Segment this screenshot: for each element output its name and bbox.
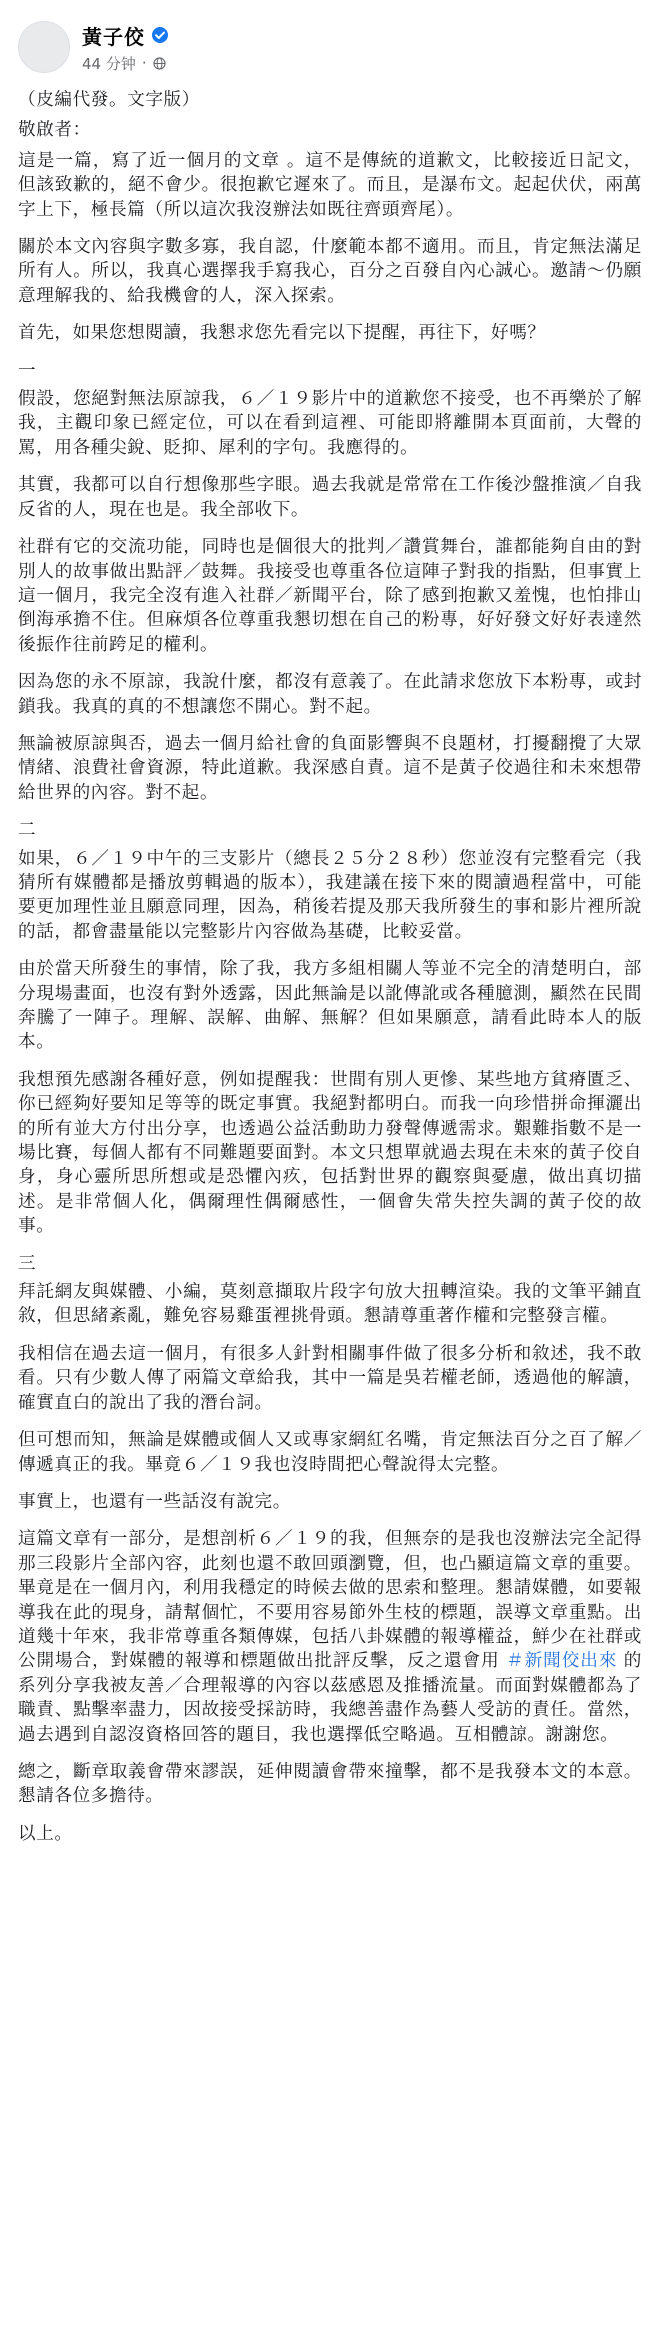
post-header [18, 16, 642, 78]
section-number: 二 [18, 820, 37, 841]
verified-badge-icon [151, 26, 169, 44]
post-paragraph: 關於本文內容與字數多寡，我自認，什麼範本都不適用。而且，肯定無法滿足所有人。所以，我真心選擇我手寫我心，百分之百發自內心誠心。邀請～仍願意理解我的、給我機會的人，深入探索。 [18, 237, 642, 306]
post-paragraph: 因為您的永不原諒，我說什麼，都沒有意義了。在此請求您放下本粉專，或封鎖我。我真的真的不想讓您不開心。對不起。 [18, 672, 642, 717]
paragraph-text: 這篇文章有一部分，是想剖析６／１９的我，但無奈的是我也沒辦法完全記得那三段影片全部內容，此刻也還不敢回頭瀏覽，但，也凸顯這篇文章的重要。畢竟是在一個月內，利用我穩定的時候去做的思索和整理。懇請媒體，如要報導我在此的現身，請幫個忙，不要用容易節外生枝的標題，誤導文章重點。出道幾十年來，我非常尊重各類傳媒，包括八卦媒體的報導權益，鮮少在社群或公開場合，對媒體的報導和標題做出批評反擊，反之還會用 [18, 1529, 642, 1672]
section-number: 一 [18, 360, 37, 381]
post-paragraph-with-hashtag [18, 1527, 642, 1747]
section-number: 三 [18, 1253, 37, 1274]
separator-dot: · [141, 54, 147, 72]
post-paragraph: 總之，斷章取義會帶來謬誤，延伸閱讀會帶來撞擊，都不是我發本文的本意。懇請各位多擔待。 [18, 1761, 642, 1807]
post-paragraph: 這是一篇，寫了近一個月的文章 。這不是傳統的道歉文，比較接近日記文，但該致歉的，絕不會少。很抱歉它遲來了。而且，是瀑布文。起起伏伏，兩萬字上下，極長篇（所以這次我沒辦法如既往齊頭齊尾）。 [18, 150, 642, 220]
post-paragraph: 假設，您絕對無法原諒我，６／１９影片中的道歉您不接受，也不再樂於了解我，主觀印象已經定位，可以在看到這裡、可能即將離開本頁面前，大聲的罵，用各種尖銳、貶抑、犀利的字句。我應得的。 [18, 389, 642, 458]
post-paragraph: 但可想而知，無論是媒體或個人又或專家網紅名嘴，肯定無法百分之百了解／傳遞真正的我。畢竟６／１９我也沒時間把心聲說得太完整。 [18, 1430, 642, 1475]
post-paragraph: 以上。 [18, 1823, 73, 1844]
post-timestamp[interactable]: 44 分钟 [82, 54, 136, 73]
avatar[interactable] [18, 21, 70, 73]
paragraph-text: 的系列分享我被友善／合理報導的內容以茲感恩及推播流量。而面對媒體都為了職責、點擊率盡力，因故接受採訪時，我總善盡作為藝人受訪的責任。當然，過去遇到自認沒資格回答的題目，我也選擇低空略過。互相體諒。謝謝您。 [18, 1651, 642, 1745]
post-paragraph: 拜託網友與媒體、小編，莫刻意擷取片段字句放大扭轉渲染。我的文筆平鋪直敘，但思緒紊亂，難免容易雞蛋裡挑骨頭。懇請尊重著作權和完整發言權。 [18, 1282, 642, 1327]
hashtag-link[interactable]: ＃新聞佼出來 [506, 1651, 618, 1672]
post-content [18, 88, 642, 1846]
post-paragraph: 其實，我都可以自行想像那些字眼。過去我就是常常在工作後沙盤推演／自我反省的人，現在也是。我全部收下。 [18, 475, 642, 520]
author-name[interactable]: 黃子佼 [82, 24, 145, 49]
post-paragraph: 首先，如果您想閱讀，我懇求您先看完以下提醒，再往下，好嗎？ [18, 323, 546, 344]
post-paragraph: 社群有它的交流功能，同時也是個很大的批判／讚賞舞台，誰都能夠自由的對別人的故事做出點評／鼓舞。我接受也尊重各位這陣子對我的指點，但事實上這一個月，我完全沒有進入社群／新聞平台，除了感到抱歉又羞愧，也怕排山倒海承擔不住。但麻煩各位尊重我懇切想在自己的粉專，好好發文好好表達然後振作往前跨足的權利。 [18, 537, 642, 655]
post-meta [82, 21, 169, 74]
timestamp-row [82, 53, 169, 74]
post-paragraph: 由於當天所發生的事情，除了我，我方多組相關人等並不完全的清楚明白，部分現場畫面，也沒有對外透露，因此無論是以訛傳訛或各種臆測，顯然在民間奔騰了一陣子。理解、誤解、曲解、無解？但如果願意，請看此時本人的版本。 [18, 959, 642, 1053]
post-paragraph: 事實上，也還有一些話沒有說完。 [18, 1491, 291, 1512]
post-paragraph: 我想預先感謝各種好意，例如提醒我：世間有別人更慘、某些地方貧瘠匱乏、你已經夠好要知足等等的既定事實。我絕對都明白。而我一向珍惜拼命揮灑出的所有並大方付出分享，也透過公益活動助力發聲傳遞需求。艱難指數不是一場比賽，每個人都有不同難題要面對。本文只想單就過去現在未來的黃子佼自身，身心靈所思所想或是恐懼內疚，包括對世界的觀察與憂慮，做出真切描述。是非常個人化，偶爾理性偶爾感性，一個會失常失控失調的黃子佼的故事。 [18, 1069, 642, 1237]
post-paragraph: 如果，６／１９中午的三支影片（總長２５分２８秒）您並沒有完整看完（我猜所有媒體都是播放剪輯過的版本），我建議在接下來的閱讀過程當中，可能要更加理性並且願意同理，因為，稍後若提及那天我所發生的事和影片裡所說的話，都會盡量能以完整影片內容做為基礎，比較妥當。 [18, 848, 642, 942]
post-paragraph: 我相信在過去這一個月，有很多人針對相關事件做了很多分析和敘述，我不敢看。只有少數人傳了兩篇文章給我，其中一篇是吳若權老師，透過他的解讀，確實直白的說出了我的潛台詞。 [18, 1343, 642, 1413]
post-paragraph: 無論被原諒與否，過去一個月給社會的負面影響與不良題材，打擾翻攪了大眾情緒、浪費社會資源，特此道歉。我深感自責。這不是黃子佼過往和未來想帶給世界的內容。對不起。 [18, 733, 642, 803]
post-paragraph: （皮編代發。文字版） [18, 90, 200, 110]
author-row [82, 21, 169, 50]
post-paragraph: 敬啟者： [18, 120, 91, 141]
globe-icon[interactable] [153, 57, 166, 70]
